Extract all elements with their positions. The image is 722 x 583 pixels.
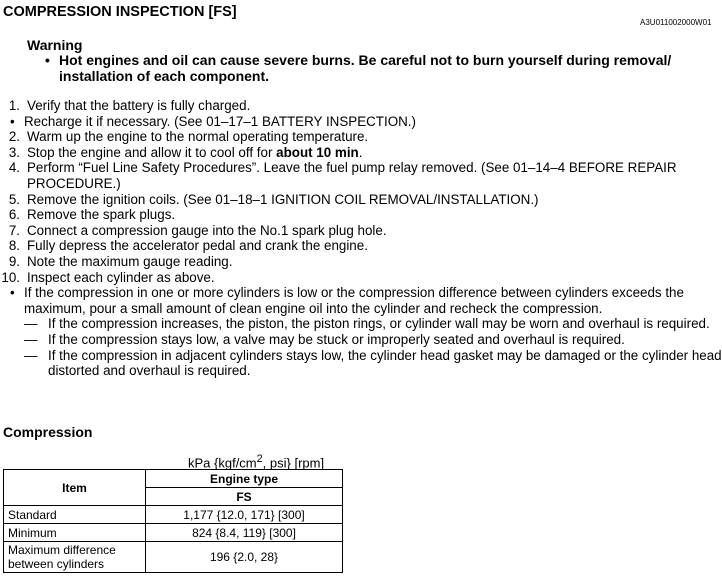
dash-icon: — — [24, 331, 38, 347]
step-number: 9. — [8, 253, 20, 269]
step-5 — [0, 192, 722, 208]
sub-text: Recharge it if necessary. (See 01–17–1 BATTERY INSPECTION.) — [24, 113, 416, 129]
step-text: Warm up the engine to the normal operating temperature. — [27, 129, 369, 145]
row-value: 196 {2.0, 28} — [146, 542, 343, 573]
step-text-bold: about 10 min — [276, 144, 359, 160]
step-10-sub — [0, 285, 722, 316]
step-4 — [0, 160, 722, 191]
step-3 — [0, 145, 722, 161]
sub-text: If the compression in one or more cylinders is low or the compression difference between cylinders exceeds the maximum, pour a small amount of clean engine oil into the cylinder and recheck the compression. — [24, 285, 684, 316]
step-text-end: . — [358, 144, 363, 160]
column-header-item: Item — [4, 470, 146, 506]
step-text: Note the maximum gauge reading. — [27, 253, 233, 269]
step-10-dash-2 — [0, 332, 722, 348]
column-header-fs: FS — [146, 488, 343, 506]
step-10-dash-3 — [0, 348, 722, 379]
row-item: Maximum difference between cylinders — [4, 542, 146, 573]
dash-text: If the compression stays low, a valve may be stuck or improperly seated and overhaul is required. — [48, 331, 625, 347]
procedure-steps — [0, 98, 722, 379]
step-6 — [0, 207, 722, 223]
step-number: 5. — [8, 191, 20, 207]
bullet-icon: • — [10, 285, 15, 301]
unit-sup: 2 — [256, 453, 263, 465]
step-1 — [0, 98, 722, 114]
step-number: 10. — [1, 269, 20, 285]
document-id: A3U011002000W01 — [640, 18, 712, 27]
step-number: 4. — [8, 160, 20, 176]
bullet-icon: • — [45, 52, 50, 68]
table-row — [4, 506, 343, 524]
bullet-icon: • — [10, 113, 15, 129]
table-header-row — [4, 470, 343, 488]
dash-text: If the compression in adjacent cylinders stays low, the cylinder head gasket may be damaged or the cylinder head distorted and overhaul is required. — [48, 347, 722, 379]
row-item: Minimum — [4, 524, 146, 542]
column-header-engine-type: Engine type — [146, 470, 343, 488]
table-row — [4, 542, 343, 573]
step-number: 2. — [8, 129, 20, 145]
step-number: 1. — [8, 98, 20, 113]
step-number: 6. — [8, 207, 20, 223]
unit-post: , psi} [rpm] — [262, 455, 325, 471]
step-1-sub — [0, 114, 722, 130]
step-text: Fully depress the accelerator pedal and crank the engine. — [27, 238, 368, 254]
warning-heading: Warning — [27, 37, 83, 53]
step-number: 7. — [8, 222, 20, 238]
row-value: 824 {8.4, 119} [300] — [146, 524, 343, 542]
step-9 — [0, 254, 722, 270]
step-number: 8. — [8, 238, 20, 254]
unit-pre: kPa {kgf/cm — [188, 455, 257, 471]
warning-text: Hot engines and oil can cause severe burns. Be careful not to burn yourself during removal/ installation of each component. — [59, 52, 672, 84]
dash-text: If the compression increases, the piston, the piston rings, or cylinder wall may be worn and overhaul is required. — [48, 316, 710, 332]
table-row — [4, 524, 343, 542]
dash-icon: — — [24, 316, 38, 332]
compression-table — [3, 469, 343, 573]
dash-icon: — — [24, 347, 38, 363]
step-8 — [0, 238, 722, 254]
step-text: Stop the engine and allow it to cool off for — [27, 144, 277, 160]
page-title: COMPRESSION INSPECTION [FS] — [3, 4, 237, 20]
step-10-dash-1 — [0, 316, 722, 332]
step-7 — [0, 223, 722, 239]
step-number: 3. — [8, 144, 20, 160]
row-value: 1,177 {12.0, 171} [300] — [146, 506, 343, 524]
warning-item — [45, 52, 705, 84]
compression-heading: Compression — [3, 424, 93, 440]
step-text: Inspect each cylinder as above. — [27, 269, 215, 285]
unit-label — [188, 453, 324, 470]
step-10 — [0, 270, 722, 286]
step-text: Perform “Fuel Line Safety Procedures”. Leave the fuel pump relay removed. (See 01–14–4 BEFORE REPAIR PROCEDURE.) — [27, 160, 677, 191]
step-text: Remove the ignition coils. (See 01–18–1 IGNITION COIL REMOVAL/INSTALLATION.) — [27, 191, 539, 207]
row-item: Standard — [4, 506, 146, 524]
step-text: Connect a compression gauge into the No.1 spark plug hole. — [27, 222, 387, 238]
step-text: Verify that the battery is fully charged. — [27, 98, 251, 113]
step-text: Remove the spark plugs. — [27, 207, 176, 223]
step-2 — [0, 129, 722, 145]
